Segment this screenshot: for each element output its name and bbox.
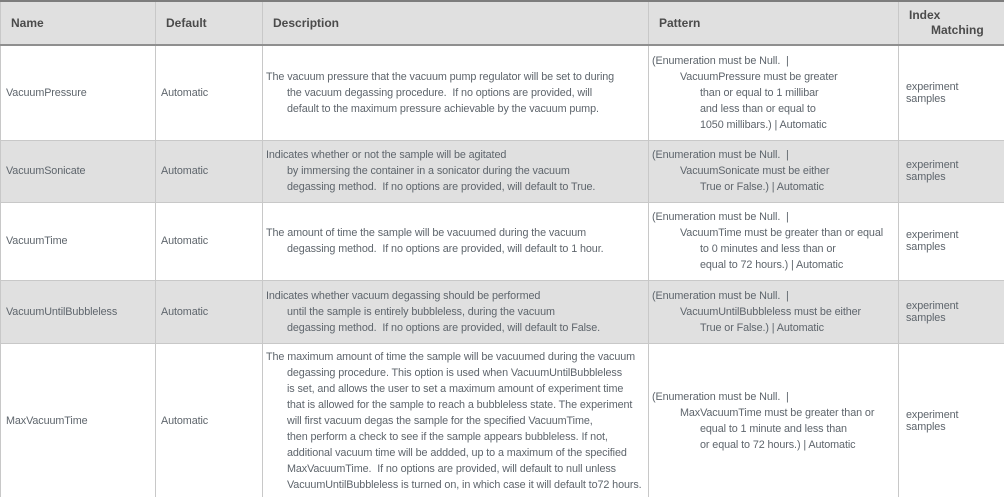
text-line: degassing method. If no options are provided, will default to True. [287,181,596,193]
text-line: (Enumeration must be Null. | [652,390,789,403]
option-description-cell [263,202,649,280]
text-line: is set, and allows the user to set a maximum amount of experiment time [287,382,624,395]
table-row [1,45,1004,140]
option-name-cell: VacuumTime [1,202,156,280]
text-line: VacuumPressure must be greater [680,70,838,83]
column-header-description: Description [263,1,649,45]
text-line: VacuumUntilBubbleless must be either [680,305,862,318]
header-row [1,1,1004,45]
option-default-cell: Automatic [156,45,263,140]
table-body [1,45,1004,497]
option-default-cell: Automatic [156,202,263,280]
column-header-index_matching [899,1,1004,45]
option-index-matching-cell: experiment samples [899,45,1004,140]
text-line: degassing method. If no options are provided, will default to False. [287,321,600,334]
option-pattern-cell [649,280,899,343]
text-line: MaxVacuumTime. If no options are provided, will default to null unless [287,462,616,475]
option-index-matching-cell: experiment samples [899,140,1004,202]
text-line: Matching [931,23,984,37]
text-line: additional vacuum time will be addded, up to a maximum of the specified [287,446,627,459]
text-line: VacuumTime must be greater than or equal [680,227,884,239]
option-name-cell: MaxVacuumTime [1,343,156,497]
table-row [1,202,1004,280]
text-line: until the sample is entirely bubbleless, during the vacuum [287,305,555,318]
table-header [1,1,1004,45]
option-index-matching-cell: experiment samples [899,202,1004,280]
text-line: 1050 millibars.) | Automatic [700,118,827,131]
text-line: The amount of time the sample will be vacuumed during the vacuum [266,227,587,239]
text-line: will first vacuum degas the sample for the specified VacuumTime, [287,414,593,427]
option-pattern-cell [649,202,899,280]
column-header-name: Name [1,1,156,45]
option-name-cell: VacuumUntilBubbleless [1,280,156,343]
option-index-matching-cell: experiment samples [899,280,1004,343]
text-line: Indicates whether vacuum degassing should be performed [266,289,541,302]
option-pattern-cell [649,140,899,202]
text-line: True or False.) | Automatic [700,321,824,334]
text-line: than or equal to 1 millibar [700,86,819,99]
text-line: (Enumeration must be Null. | [652,149,789,161]
column-header-pattern: Pattern [649,1,899,45]
text-line: (Enumeration must be Null. | [652,289,789,302]
text-line: the vacuum degassing procedure. If no options are provided, will [287,86,592,99]
option-default-cell: Automatic [156,343,263,497]
text-line: by immersing the container in a sonicator during the vacuum [287,165,570,177]
text-line: degassing procedure. This option is used when VacuumUntilBubbleless [287,366,623,379]
option-default-cell: Automatic [156,140,263,202]
option-name-cell: VacuumSonicate [1,140,156,202]
text-line: VacuumSonicate must be either [680,165,830,177]
option-pattern-cell [649,343,899,497]
table-row [1,280,1004,343]
text-line: Indicates whether or not the sample will be agitated [266,149,507,161]
table-row [1,343,1004,497]
text-line: (Enumeration must be Null. | [652,54,789,67]
text-line: then perform a check to see if the sample appears bubbleless. If not, [287,430,608,443]
text-line: VacuumUntilBubbleless is turned on, in which case it will default to72 hours. [287,478,642,491]
text-line: or equal to 72 hours.) | Automatic [700,438,856,451]
text-line: Index [909,8,941,22]
option-default-cell: Automatic [156,280,263,343]
text-line: and less than or equal to [700,102,816,115]
option-description-cell [263,45,649,140]
option-description-cell [263,140,649,202]
option-index-matching-cell: experiment samples [899,343,1004,497]
text-line: degassing method. If no options are provided, will default to 1 hour. [287,243,604,255]
option-description-cell [263,343,649,497]
text-line: The maximum amount of time the sample will be vacuumed during the vacuum [266,350,636,363]
text-line: (Enumeration must be Null. | [652,211,789,223]
text-line: that is allowed for the sample to reach a bubbleless state. The experiment [287,398,633,411]
table-row [1,140,1004,202]
option-name-cell: VacuumPressure [1,45,156,140]
text-line: equal to 1 minute and less than [700,422,847,435]
column-header-default: Default [156,1,263,45]
text-line: default to the maximum pressure achievable by the vacuum pump. [287,102,599,115]
text-line: The vacuum pressure that the vacuum pump regulator will be set to during [266,70,615,83]
text-line: to 0 minutes and less than or [700,243,836,255]
text-line: equal to 72 hours.) | Automatic [700,259,844,271]
text-line: MaxVacuumTime must be greater than or [680,406,875,419]
option-description-cell [263,280,649,343]
option-pattern-cell [649,45,899,140]
text-line: True or False.) | Automatic [700,181,824,193]
